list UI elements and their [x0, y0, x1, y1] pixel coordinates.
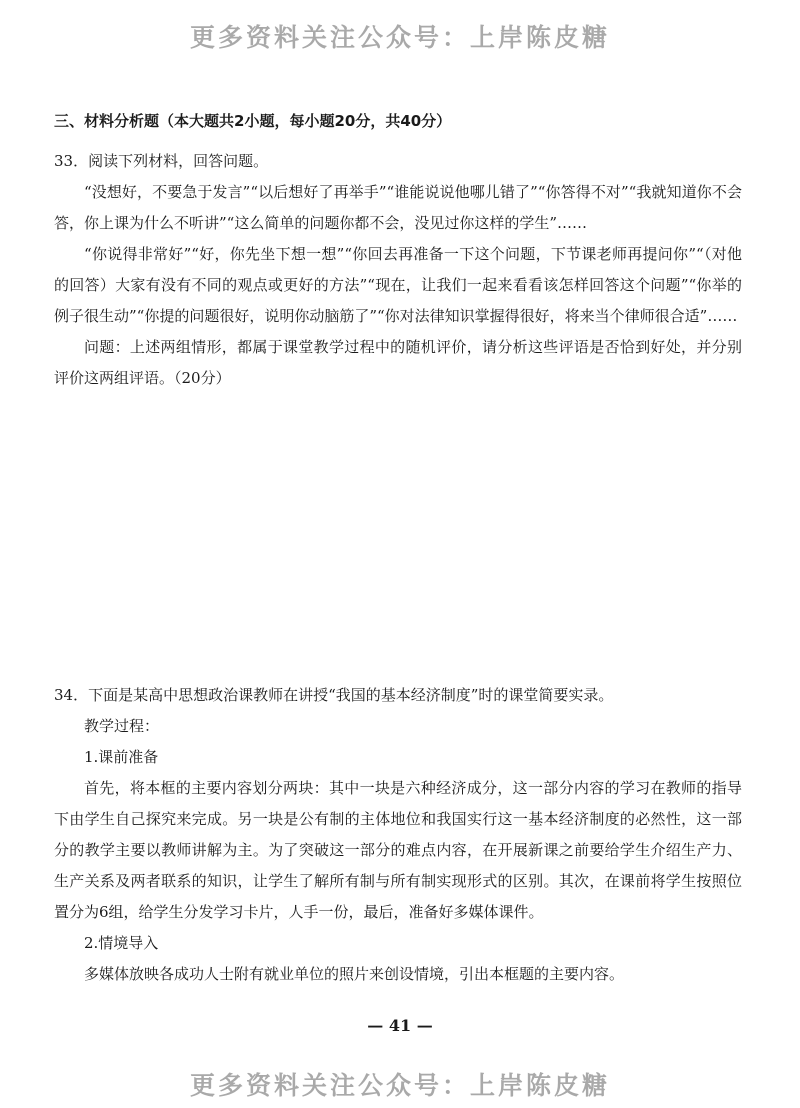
q33-question: 问题：上述两组情形，都属于课堂教学过程中的随机评价，请分析这些评语是否恰到好处，并分别评价这两组评语。（20分） — [54, 338, 742, 387]
watermark-bottom: 更多资料关注公众号：上岸陈皮糖 — [189, 1071, 610, 1100]
q34-process-label: 教学过程： — [84, 717, 160, 735]
section-title: 三、材料分析题（本大题共2小题，每小题20分，共40分） — [54, 112, 452, 130]
q34-step1-text: 首先，将本框的主要内容划分两块：其中一块是六种经济成分，这一部分内容的学习在教师的指导下由学生自己探究来完成。另一块是公有制的主体地位和我国实行这一基本经济制度的必然性，这一部分的教学主要以教师讲解为主。为了突破这一部分的难点内容，在开展新课之前要给学生介绍生产力、生产关系及两者联系的知识，让学生了解所有制与所有制实现形式的区别。其次，在课前将学生按照位置分为6组，给学生分发学习卡片，人手一份，最后，准备好多媒体课件。 — [54, 779, 742, 921]
q33-stem: 33．阅读下列材料，回答问题。 — [54, 152, 269, 170]
q34-step2-title: 2.情境导入 — [84, 934, 159, 952]
page-number: — 41 — — [367, 1016, 433, 1035]
q33-material-2: “你说得非常好”“好，你先坐下想一想”“你回去再准备一下这个问题，下节课老师再提问你”“（对他的回答）大家有没有不同的观点或更好的方法”“现在，让我们一起来看看该怎样回答这个问题”“你举的例子很生动”“你提的问题很好，说明你动脑筋了”“你对法律知识掌握得很好，将来当个律师很合适”…… — [54, 245, 742, 325]
question-34 — [54, 680, 742, 990]
q34-step1-title: 1.课前准备 — [84, 748, 159, 766]
watermark-top: 更多资料关注公众号：上岸陈皮糖 — [189, 23, 610, 52]
q34-stem: 34．下面是某高中思想政治课教师在讲授“我国的基本经济制度”时的课堂简要实录。 — [54, 686, 614, 704]
q34-step2-text: 多媒体放映各成功人士附有就业单位的照片来创设情境，引出本框题的主要内容。 — [84, 965, 625, 983]
q33-material-1: “没想好，不要急于发言”“以后想好了再举手”“谁能说说他哪儿错了”“你答得不对”“我就知道你不会答，你上课为什么不听讲”“这么简单的问题你都不会，没见过你这样的学生”…… — [54, 183, 742, 232]
question-33 — [54, 146, 742, 394]
